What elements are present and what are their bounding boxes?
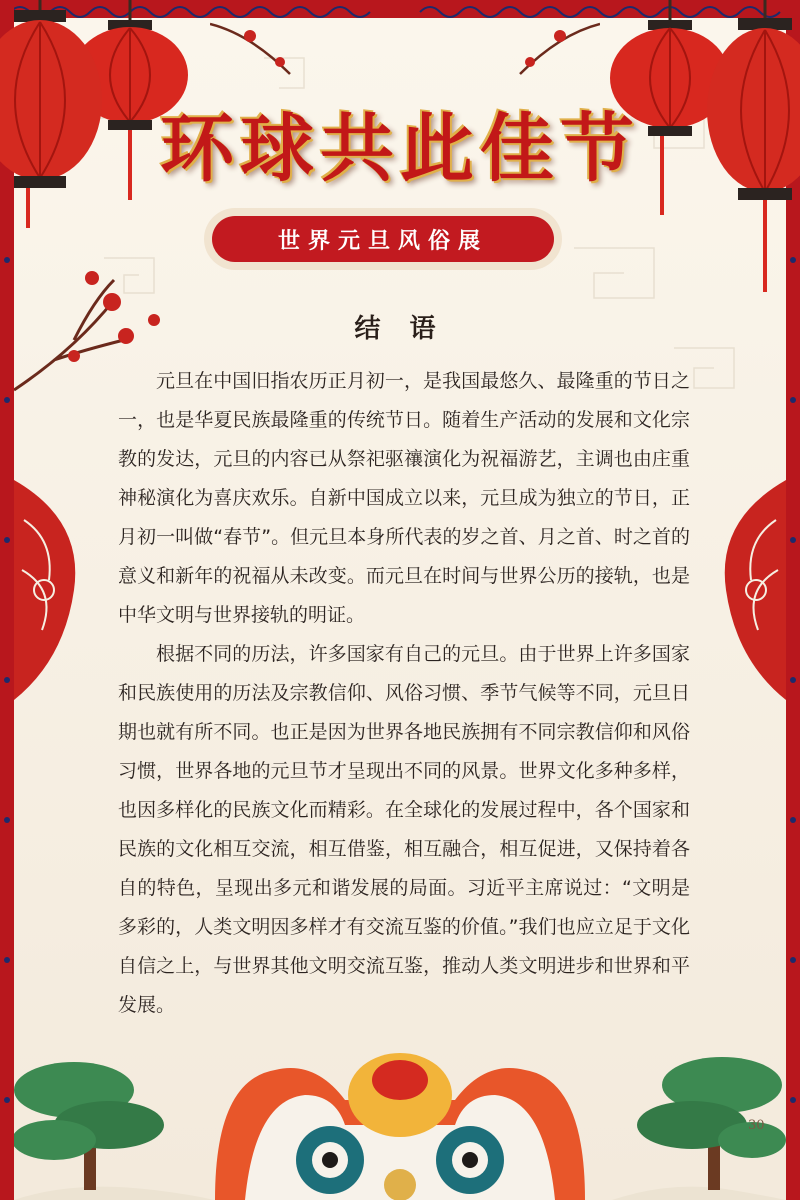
plum-blossom-icon bbox=[510, 14, 600, 84]
paragraph-1: 元旦在中国旧指农历正月初一，是我国最悠久、最隆重的节日之一，也是华夏民族最隆重的传统节日。随着生产活动的发展和文化宗教的发达，元旦的内容已从祭祀驱禳演化为祝福游艺，主调也由庄重神秘演化为喜庆欢乐。自新中国成立以来，元旦成为独立的节日，正月初一叫做“春节”。但元旦本身所代表的岁之首、月之首、时之首的意义和新年的祝福从未改变。而元旦在时间与世界公历的接轨，也是中华文明与世界接轨的明证。 bbox=[118, 370, 690, 626]
pine-tree-icon bbox=[612, 1030, 786, 1200]
pine-tree-icon bbox=[14, 1030, 214, 1200]
plum-blossom-icon bbox=[210, 14, 300, 84]
lion-dance-head-icon bbox=[205, 1040, 595, 1200]
page-number: 30 bbox=[748, 1118, 765, 1133]
subtitle-banner bbox=[204, 208, 562, 270]
paper-cut-ornament-icon bbox=[716, 480, 786, 700]
body-text bbox=[118, 362, 690, 1025]
section-heading: 结 语 bbox=[354, 314, 446, 344]
subtitle-text: 世界元旦风俗展 bbox=[212, 216, 554, 262]
paragraph-2: 根据不同的历法，许多国家有自己的元旦。由于世界上许多国家和民族使用的历法及宗教信仰、风俗习惯、季节气候等不同，元旦日期也就有所不同。也正是因为世界各地民族拥有不同宗教信仰和风俗习惯，世界各地的元旦节才呈现出不同的风景。世界文化多种多样，也因多样化的民族文化而精彩。在全球化的发展过程中，各个国家和民族的文化相互交流，相互借鉴，相互融合，相互促进，又保持着各自的特色，呈现出多元和谐发展的局面。习近平主席说过：“文明是多彩的，人类文明因多样才有交流互鉴的价值。”我们也应立足于文化自信之上，与世界其他文明交流互鉴，推动人类文明进步和世界和平发展。 bbox=[118, 643, 690, 1016]
poster-title: 环球共此佳节 bbox=[160, 106, 640, 192]
paper-cut-ornament-icon bbox=[14, 480, 84, 700]
